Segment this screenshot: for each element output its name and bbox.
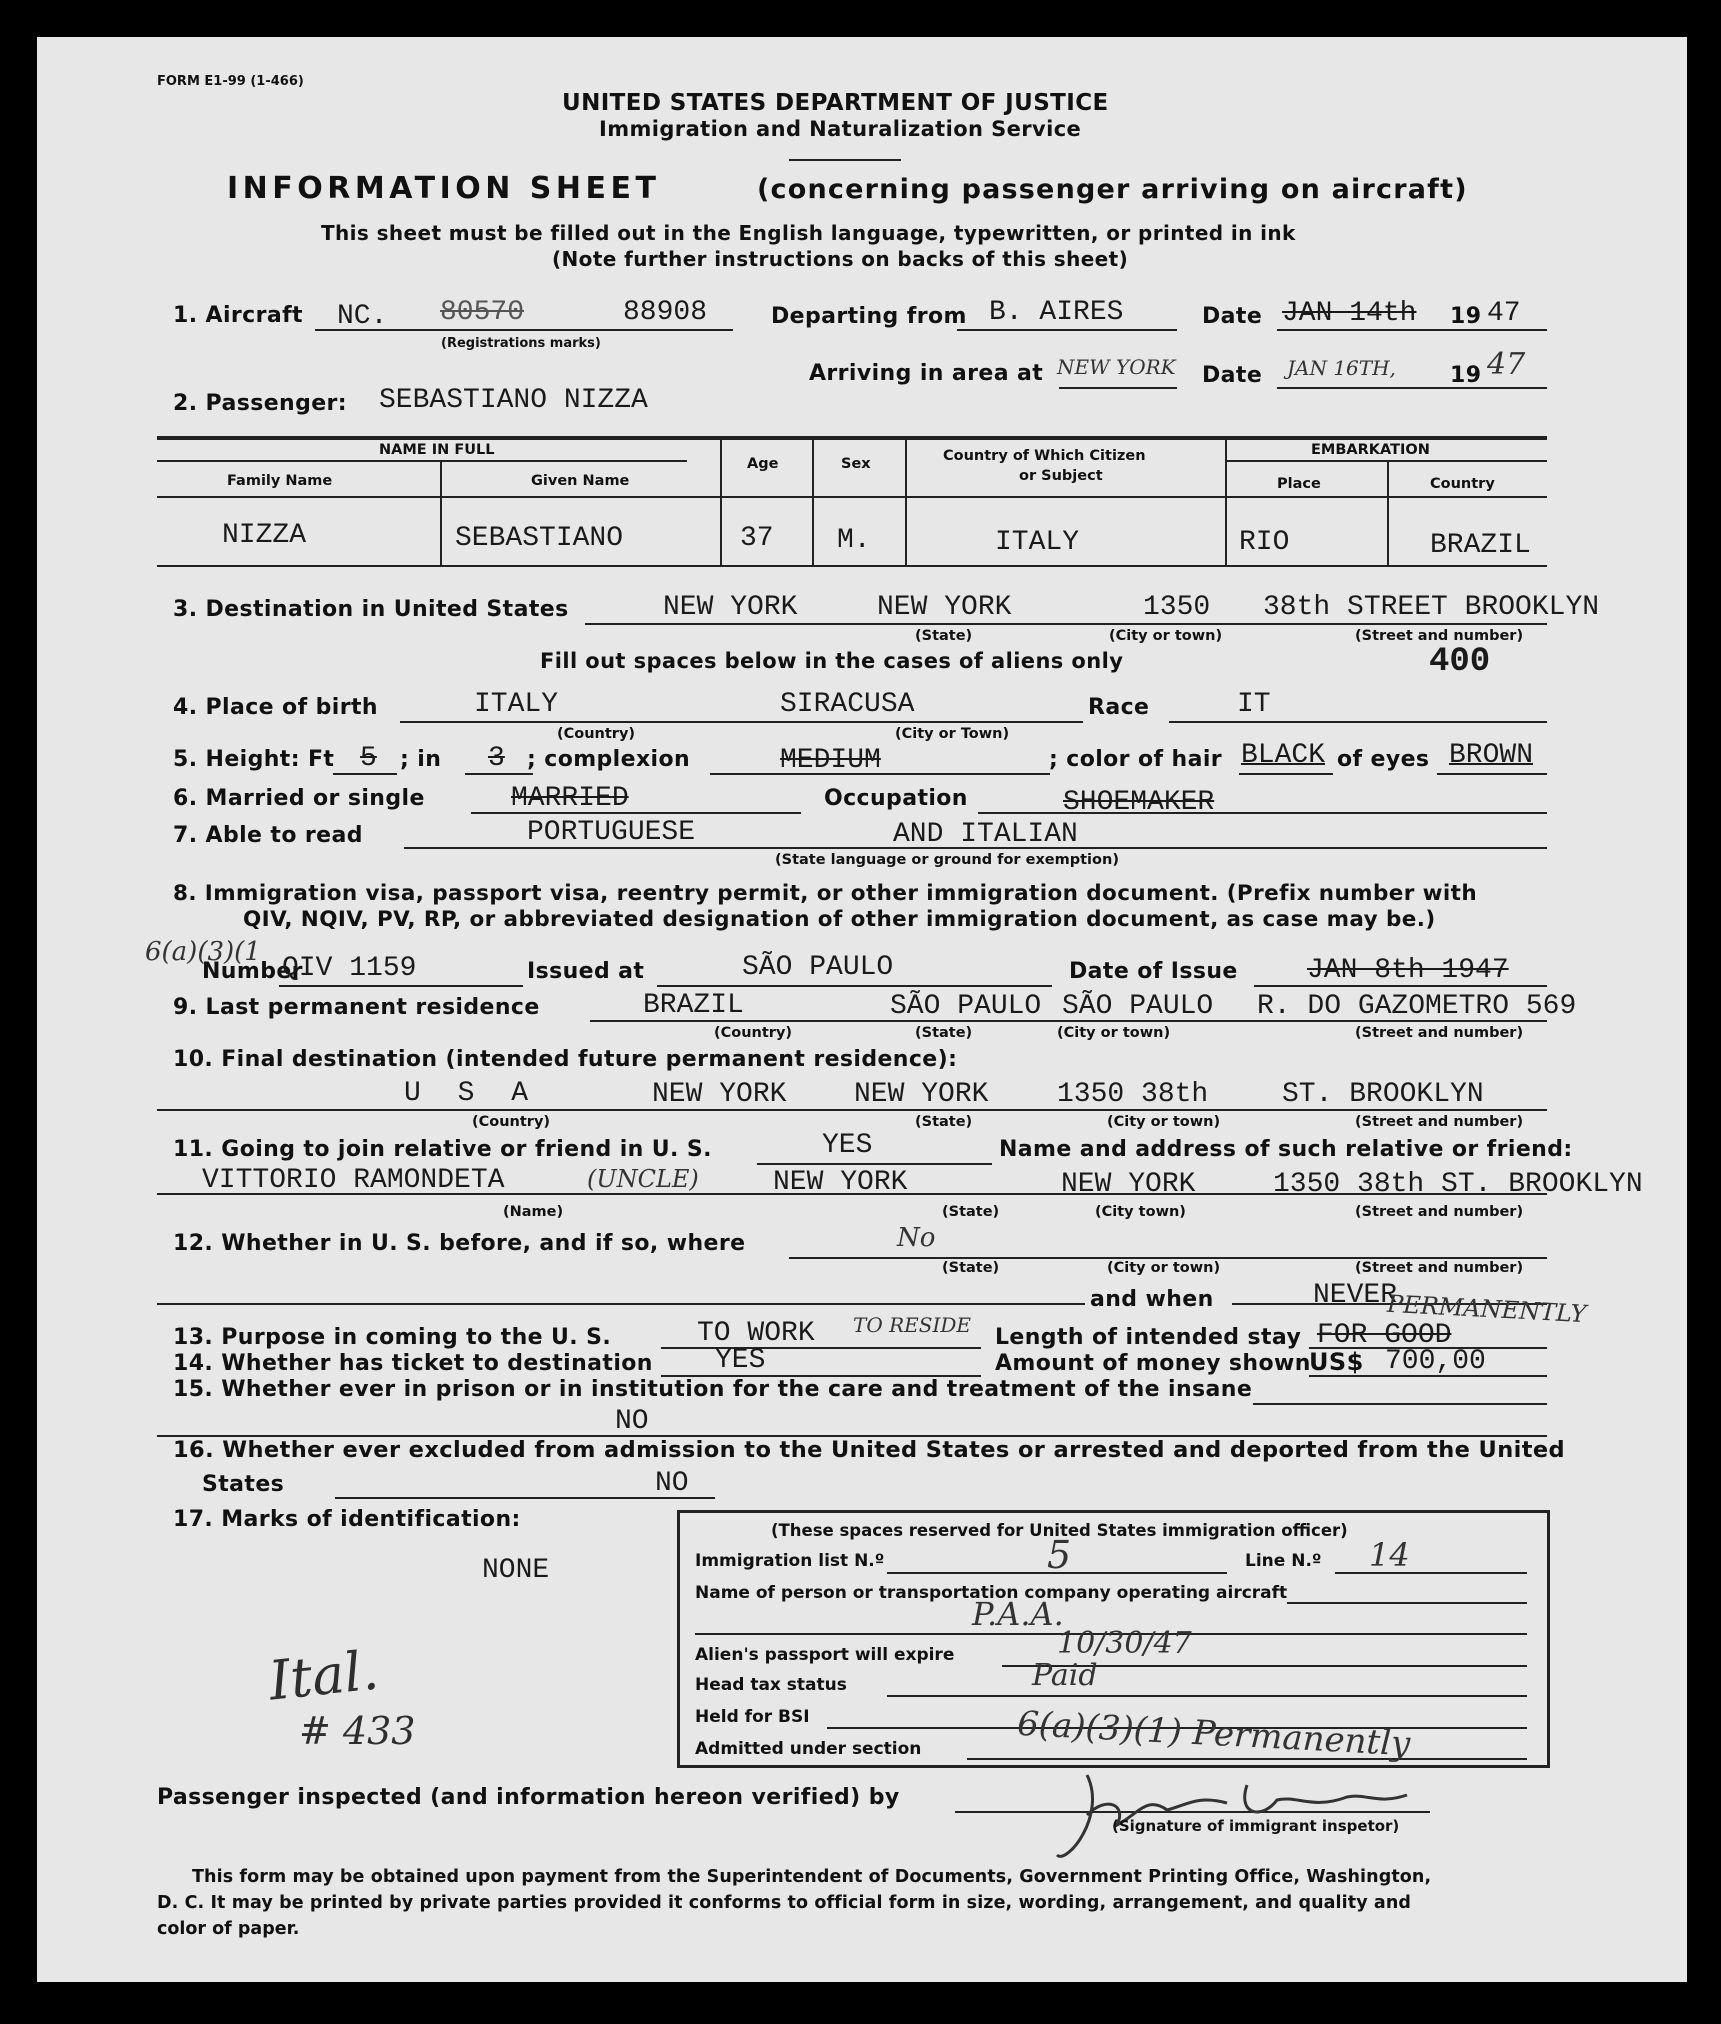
complexion-value: MEDIUM [780,745,881,776]
excluded-label-2: States [202,1472,285,1497]
officer-box-heading: (These spaces reserved for United States immigration officer) [771,1521,1348,1540]
height-inches: 3 [488,743,505,774]
line-number-line [1335,1572,1527,1574]
date-label-2: Date [1202,363,1263,388]
sex-value: M. [837,525,871,556]
document-label-2: QIV, NQIV, PV, RP, or abbreviated designation of other immigration document, as case may be.) [243,907,1436,932]
passport-expire-label: Alien's passport will expire [695,1645,955,1665]
immigration-list-label: Immigration list N.º [695,1551,885,1571]
identification-marks-label: 17. Marks of identification: [173,1507,521,1532]
arrival-year: 47 [1487,347,1526,382]
eye-color: BROWN [1449,740,1534,771]
last-residence-label: 9. Last permanent residence [173,995,540,1020]
age-value: 37 [740,523,774,554]
final-city: NEW YORK [854,1079,989,1110]
state-caption-10: (State) [915,1114,973,1130]
prison-line-1 [1253,1403,1547,1405]
handwritten-note-2: # 433 [299,1709,416,1753]
length-of-stay-handwritten: PERMANENTLY [1386,1289,1588,1329]
form-subtitle: (concerning passenger arriving on aircraft) [757,174,1468,205]
residence-street: R. DO GAZOMETRO 569 [1257,991,1577,1022]
line-number-value: 14 [1369,1536,1410,1574]
relative-name-label: Name and address of such relative or friend: [999,1137,1573,1162]
join-relative-answer: YES [822,1130,873,1161]
signature-caption: (Signature of immigrant inspetor) [1112,1817,1400,1835]
citizen-header-2: or Subject [1019,468,1103,484]
hair-label: ; color of hair [1049,747,1223,772]
given-name-header: Given Name [531,473,630,489]
street-caption-10: (Street and number) [1355,1114,1524,1130]
hair-color: BLACK [1241,740,1326,771]
date-of-issue-label: Date of Issue [1069,959,1238,984]
destination-line [585,623,1547,625]
arriving-area: NEW YORK [1057,355,1176,379]
embarkation-header: EMBARKATION [1311,442,1430,458]
race-line [1169,721,1547,723]
table-col-1 [440,460,442,565]
city-caption-11: (City town) [1095,1204,1186,1220]
relative-name: VITTORIO RAMONDETA [202,1165,505,1196]
arriving-label: Arriving in area at [809,361,1044,386]
final-country: U S A [404,1078,539,1109]
able-to-read-label: 7. Able to read [173,823,363,848]
citizen-header-1: Country of Which Citizen [943,448,1146,464]
aircraft-struck-number: 80570 [440,297,525,328]
join-relative-label: 11. Going to join relative or friend in U. S. [173,1137,712,1162]
city-caption-10: (City or town) [1107,1114,1221,1130]
birth-place-line [400,721,1083,723]
handwritten-note-1: Ital. [265,1638,382,1713]
in-us-before-answer: No [897,1223,936,1253]
city-caption-4: (City or Town) [895,726,1010,742]
given-name-value: SEBASTIANO [455,523,624,554]
document-label-1: 8. Immigration visa, passport visa, reentry permit, or other immigration document. (Prefix number with [173,881,1478,906]
relative-relation: (UNCLE) [587,1165,699,1193]
table-header-bottom [157,496,1547,498]
final-street: ST. BROOKLYN [1282,1079,1484,1110]
embark-place-value: RIO [1239,527,1290,558]
number-label: Number [202,959,303,984]
country-caption-10: (Country) [472,1114,551,1130]
money-currency: US$ [1309,1348,1364,1376]
inspected-label: Passenger inspected (and information hereon verified) by [157,1785,900,1810]
relative-street: 1350 38th ST. BROOKLYN [1273,1169,1643,1200]
birth-place-label: 4. Place of birth [173,695,378,720]
departing-line [957,329,1177,331]
complexion-label: ; complexion [527,747,691,772]
prison-answer: NO [615,1406,649,1437]
table-col-6 [1387,460,1389,565]
arrival-year-prefix: 19 [1450,363,1482,388]
residence-country: BRAZIL [643,990,744,1021]
eyes-line [1437,773,1547,775]
length-of-stay-label: Length of intended stay [995,1325,1302,1350]
head-tax-value: Paid [1032,1658,1098,1693]
identification-marks-value: NONE [482,1555,550,1586]
admitted-under-value: 6(a)(3)(1) Permanently [1016,1703,1412,1765]
margin-note-section: 6(a)(3)(1 [145,937,261,967]
stamp-number: 400 [1429,643,1491,681]
embark-country-value: BRAZIL [1430,530,1531,561]
issued-at-label: Issued at [527,959,645,984]
header-divider [789,159,901,161]
birth-city: SIRACUSA [780,689,915,720]
excluded-answer: NO [655,1468,689,1499]
arriving-line [1059,387,1177,389]
money-amount: 700,00 [1385,1346,1486,1377]
head-tax-label: Head tax status [695,1675,847,1695]
destination-state: NEW YORK [663,592,798,623]
residence-city: SÃO PAULO [1062,991,1214,1022]
birth-country: ITALY [474,689,559,720]
final-destination-label: 10. Final destination (intended future permanent residence): [173,1047,958,1072]
passenger-label: 2. Passenger: [173,391,347,416]
married-value: MARRIED [511,783,629,814]
prison-label: 15. Whether ever in prison or in institution for the care and treatment of the insane [173,1377,1253,1402]
in-us-before-line [789,1257,1547,1259]
language-1: PORTUGUESE [527,817,696,848]
money-label: Amount of money shown [995,1351,1311,1376]
city-caption-9: (City or town) [1057,1025,1171,1041]
destination-label: 3. Destination in United States [173,597,569,622]
sex-header: Sex [841,456,871,472]
form-number: FORM E1-99 (1-466) [157,74,304,89]
in-us-before-line-2 [157,1303,1085,1305]
destination-street: 38th STREET BROOKLYN [1263,592,1600,623]
departing-label: Departing from [771,304,967,329]
table-col-5 [1225,438,1227,565]
passenger-name: SEBASTIANO NIZZA [379,385,648,416]
race-label: Race [1088,695,1150,720]
family-name-value: NIZZA [222,520,307,551]
footer-line-1: This form may be obtained upon payment from the Superintendent of Documents, Government Printing Office, Washington, [192,1867,1432,1887]
final-state: NEW YORK [652,1079,787,1110]
arrival-date: JAN 16TH, [1287,356,1396,380]
final-number: 1350 38th [1057,1079,1209,1110]
street-caption-12: (Street and number) [1355,1260,1524,1276]
aircraft-registration: 88908 [623,297,708,328]
passport-expire-value: 10/30/47 [1057,1626,1192,1661]
place-header: Place [1277,476,1321,492]
language-caption: (State language or ground for exemption) [775,852,1119,868]
occupation-label: Occupation [824,786,968,811]
departure-year-prefix: 19 [1450,304,1482,329]
street-caption-9: (Street and number) [1355,1025,1524,1041]
instructions-1: This sheet must be filled out in the English language, typewritten, or printed in ink [321,221,1296,245]
operator-value: P.A.A. [972,1595,1064,1633]
table-col-2 [720,438,722,565]
aircraft-prefix: NC. [337,301,388,332]
operator-label: Name of person or transportation company operating aircraft [695,1583,1288,1603]
table-col-4 [905,438,907,565]
state-caption-9: (State) [915,1025,973,1041]
length-of-stay-value: FOR GOOD [1317,1320,1452,1351]
relative-city: NEW YORK [1061,1169,1196,1200]
purpose-label: 13. Purpose in coming to the U. S. [173,1325,612,1350]
aliens-only-note: Fill out spaces below in the cases of aliens only [540,649,1124,673]
join-relative-line [757,1163,992,1165]
destination-city: NEW YORK [877,592,1012,623]
hair-line [1239,773,1333,775]
height-feet: 5 [360,743,377,774]
departing-from: B. AIRES [989,297,1124,328]
relative-state: NEW YORK [773,1167,908,1198]
line-number-label: Line N.º [1245,1551,1322,1571]
table-bottom-border [157,565,1547,567]
date-of-issue-value: JAN 8th 1947 [1307,955,1509,986]
name-caption-11: (Name) [503,1204,564,1220]
admitted-under-label: Admitted under section [695,1739,922,1759]
country-caption-4: (Country) [557,726,636,742]
date-line-1 [1277,329,1547,331]
department-name: UNITED STATES DEPARTMENT OF JUSTICE [562,90,1109,116]
married-label: 6. Married or single [173,786,425,811]
operator-line-1 [1287,1602,1527,1604]
held-for-bsi-label: Held for BSI [695,1707,810,1727]
in-us-before-label: 12. Whether in U. S. before, and if so, where [173,1231,746,1256]
ticket-label: 14. Whether has ticket to destination [173,1351,653,1376]
state-caption-11: (State) [942,1204,1000,1220]
residence-state: SÃO PAULO [890,991,1042,1022]
occupation-value: SHOEMAKER [1063,787,1215,818]
purpose-handwritten: TO RESIDE [853,1313,971,1337]
family-name-header: Family Name [227,473,333,489]
table-col-3 [812,438,814,565]
name-in-full-header: NAME IN FULL [379,442,495,458]
number-line [279,985,523,987]
issued-at-value: SÃO PAULO [742,952,894,983]
destination-number: 1350 [1143,592,1211,623]
street-caption-11: (Street and number) [1355,1204,1524,1220]
inches-label: ; in [400,747,442,772]
country-header: Country [1430,476,1495,492]
aircraft-label: 1. Aircraft [173,303,303,328]
and-when-value: NEVER [1313,1280,1398,1311]
city-caption-12: (City or town) [1107,1260,1221,1276]
issued-at-line [657,985,1052,987]
citizen-value: ITALY [995,527,1080,558]
and-when-label: and when [1090,1287,1214,1312]
street-caption-3: (Street and number) [1355,628,1524,644]
departure-year: 47 [1487,298,1521,329]
date-label-1: Date [1202,304,1263,329]
country-caption-9: (Country) [714,1025,793,1041]
language-2: AND ITALIAN [893,819,1078,850]
eyes-label: of eyes [1337,747,1430,772]
table-name-divider [157,460,687,462]
state-caption-12: (State) [942,1260,1000,1276]
head-tax-line [887,1695,1527,1697]
footer-line-2: D. C. It may be printed by private parties provided it conforms to official form in size, wording, arrangement, and quality and [157,1893,1412,1913]
date-line-2 [1277,387,1547,389]
registration-caption: (Registrations marks) [441,336,601,351]
information-sheet [37,37,1687,1982]
form-title: INFORMATION SHEET [227,171,661,206]
city-caption-3: (City or town) [1109,628,1223,644]
height-label: 5. Height: Ft [173,747,335,772]
purpose-value: TO WORK [697,1318,815,1349]
document-number: QIV 1159 [282,953,417,984]
table-top-border [157,436,1547,440]
race-value: IT [1237,689,1271,720]
footer-line-3: color of paper. [157,1919,300,1939]
age-header: Age [747,456,779,472]
excluded-label-1: 16. Whether ever excluded from admission to the United States or arrested and deported from the United [173,1437,1566,1463]
instructions-2: (Note further instructions on backs of this sheet) [552,247,1129,271]
immigration-list-number: 5 [1047,1533,1072,1577]
service-name: Immigration and Naturalization Service [599,117,1082,141]
ticket-value: YES [715,1345,766,1376]
departure-date: JAN 14th [1282,298,1417,329]
inspector-signature [1047,1755,1447,1875]
state-caption-3: (State) [915,628,973,644]
